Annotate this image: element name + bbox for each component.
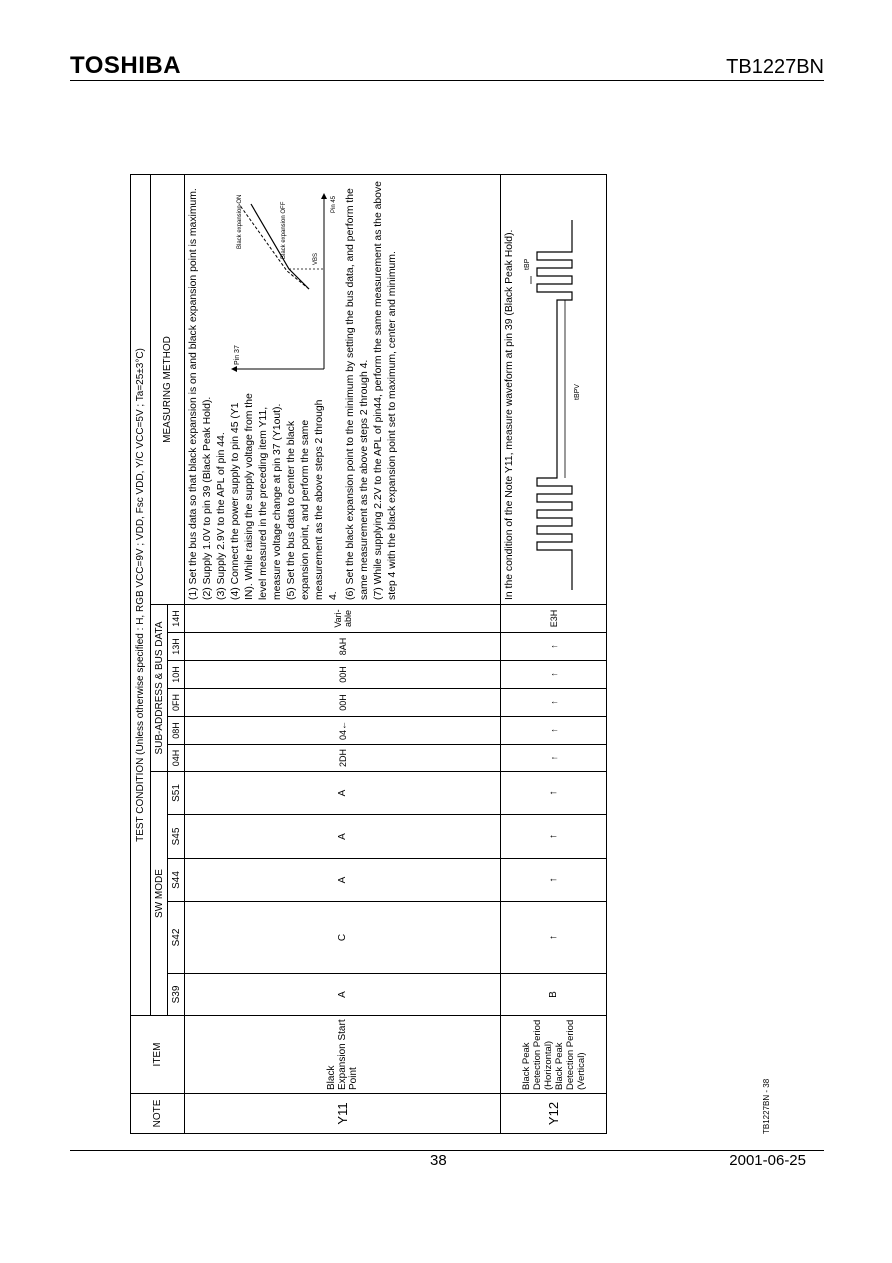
bus-cell: E3H [501, 605, 607, 633]
document-code: TB1227BN - 38 [762, 1078, 771, 1134]
sw-cell: A [185, 859, 501, 902]
diagram-label: tBPV [574, 384, 581, 400]
item-header: ITEM [131, 1016, 185, 1094]
method-cell [501, 175, 607, 605]
bus-col-04h: 04H [168, 745, 185, 772]
bus-col-0fh: 0FH [168, 689, 185, 717]
condition-header: TEST CONDITION (Unless otherwise specified : H, RGB VCC=9V ; VDD, Fsc VDD, Y/C VCC=5V ; Ta=25±3°C) [131, 175, 151, 1016]
bus-cell: ↑ [501, 661, 607, 689]
bus-col-10h: 10H [168, 661, 185, 689]
page-number: 38 [430, 1152, 447, 1169]
sw-col-s42: S42 [168, 902, 185, 974]
bus-cell: ↑ [501, 717, 607, 745]
sw-col-s44: S44 [168, 859, 185, 902]
part-number: TB1227BN [726, 56, 824, 78]
note-cell: Y12 [501, 1094, 607, 1134]
diagram-label: Black expansion OFF [281, 202, 287, 260]
note-cell: Y11 [185, 1094, 501, 1134]
method-step: (3) Supply 2.9V to the APL of pin 44. [216, 432, 227, 600]
sw-cell: ↑ [501, 902, 607, 974]
method-cell [185, 175, 501, 605]
sw-cell: A [185, 815, 501, 859]
bus-header: SUB-ADDRESS & BUS DATA [151, 605, 168, 772]
peak-hold-waveform-diagram [517, 160, 587, 600]
diagram-label: Pin 45 [331, 196, 337, 214]
diagram-label: tBP [524, 258, 531, 270]
bus-cell: Vari-able [185, 605, 501, 633]
sw-col-s51: S51 [168, 772, 185, 815]
table-row [185, 175, 501, 1134]
item-cell: Black Expansion Start Point [185, 1016, 501, 1094]
footer-date: 2001-06-25 [729, 1152, 806, 1169]
method-step: (7) While supplying 2.2V to the APL of pin44, perform the same measurement as the above step 4 with the black expansion point set to maximum, center and minimum. [373, 181, 398, 600]
bus-col-13h: 13H [168, 633, 185, 661]
sw-mode-header: SW MODE [151, 772, 168, 1016]
bus-cell: ↑ [501, 689, 607, 717]
method-step: (2) Supply 1.0V to pin 39 (Black Peak Hold). [202, 396, 213, 600]
sw-col-s39: S39 [168, 974, 185, 1016]
sw-cell: A [185, 772, 501, 815]
sw-cell: A [185, 974, 501, 1016]
bus-cell: 8AH [185, 633, 501, 661]
brand-logo: TOSHIBA [70, 52, 182, 79]
diagram-label: VBS [313, 253, 319, 266]
header-rule [70, 80, 824, 81]
sw-cell: C [185, 902, 501, 974]
item-cell: Black Peak Detection Period (Horizontal) Black Peak Detection Period (Vertical) [501, 1016, 607, 1094]
sw-col-s45: S45 [168, 815, 185, 859]
test-condition-table [130, 174, 606, 1134]
bus-cell: 04← [185, 717, 501, 745]
sw-cell: ↑ [501, 772, 607, 815]
method-step: (6) Set the black expansion point to the minimum by setting the bus data, and perform the same measurement as the above steps 2 through 4. [345, 188, 370, 600]
bus-cell: 00H [185, 689, 501, 717]
diagram-label: Black expansion ON [237, 195, 243, 250]
sw-cell: B [501, 974, 607, 1016]
sw-cell: ↑ [501, 859, 607, 902]
bus-col-08h: 08H [168, 717, 185, 745]
bus-col-14h: 14H [168, 605, 185, 633]
bus-cell: ↑ [501, 745, 607, 772]
bus-cell: 2DH [185, 745, 501, 772]
method-header: MEASURING METHOD [151, 175, 185, 605]
sw-cell: ↑ [501, 815, 607, 859]
method-step: (4) Connect the power supply to pin 45 (Y1 IN). While raising the supply voltage from the level measured in the preceding item Y11, measure voltage change at pin 37 (Y1out). [230, 393, 283, 600]
bus-cell: ↑ [501, 633, 607, 661]
method-step: In the condition of the Note Y11, measure waveform at pin 39 (Black Peak Hold). [504, 229, 515, 600]
table-row [501, 175, 607, 1134]
note-header: NOTE [131, 1094, 185, 1134]
method-step: (1) Set the bus data so that black expansion is on and black expansion point is maximum. [188, 188, 199, 600]
footer-rule [70, 1150, 824, 1151]
method-step: (5) Set the bus data to center the black expansion point, and perform the same measurement as the above steps 2 through 4. [286, 399, 339, 600]
black-expansion-characteristic-diagram [229, 190, 339, 390]
bus-cell: 00H [185, 661, 501, 689]
diagram-label: Pin 37 [234, 345, 241, 366]
